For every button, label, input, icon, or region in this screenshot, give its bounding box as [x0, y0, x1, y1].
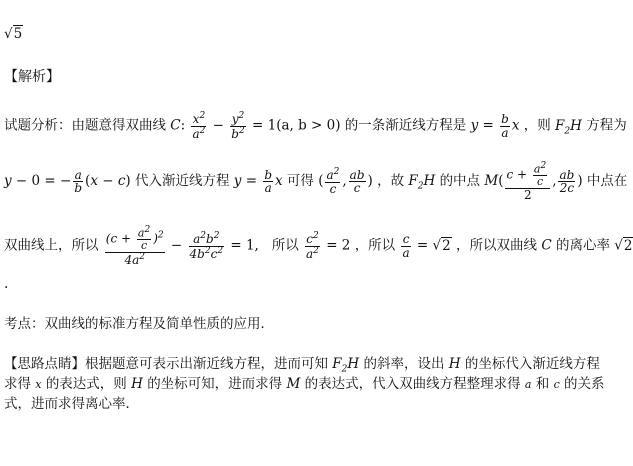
analysis-line-2: y − 0 = − $\frac{a}{b}$ (x − c) 代入渐近线方程 y = $\frac{b}{a}$ x 可得 ( $\frac{a^2}{c}$ , $\frac{ab}{c}$ ) ，故 $F_2H$ 的中点 M( c + $\frac{a^2}{c}$ 2 , $\frac{ab}{2c}$ ) 中点在 — [4, 161, 628, 202]
silu-line-1: 【思路点睛】根据题意可表示出渐近线方程，进而可知 $F_2H$ 的斜率，设出 H 的坐标代入渐近线方程 — [4, 356, 600, 375]
silu-line-3: 式，进而求得离心率． — [4, 396, 139, 412]
analysis-period: . — [4, 276, 9, 292]
analysis-line-1: 试题分析：由题意得双曲线 C: $\frac{x^2}{a^2}$ − $\frac{y^2}{b^2}$ = 1(a, b > 0) 的一条渐近线方程是 y = $\frac{b}{a}$ x ，则 $F_2H$ 方程为 — [4, 111, 627, 141]
answer: √5 — [4, 26, 23, 42]
analysis-line-3: 双曲线上，所以 (c + $\frac{a^2}{c}$ )$^2$ $4a^2$ − $\frac{a^2b^2}{4b^2c^2}$ = 1, 所以 $\frac{c^2}{a^2}$ = 2 ，所以 $\frac{c}{a}$ = √2 ，所以双曲线 C 的离心率 √2 — [4, 225, 633, 267]
silu-line-2: 求得 x 的表达式，则 H 的坐标可知，进而求得 M 的表达式，代入双曲线方程整理求得 a 和 c 的关系 — [4, 376, 605, 392]
analysis-header: 【解析】 — [4, 69, 60, 85]
kaodian: 考点：双曲线的标准方程及简单性质的应用． — [4, 316, 274, 332]
